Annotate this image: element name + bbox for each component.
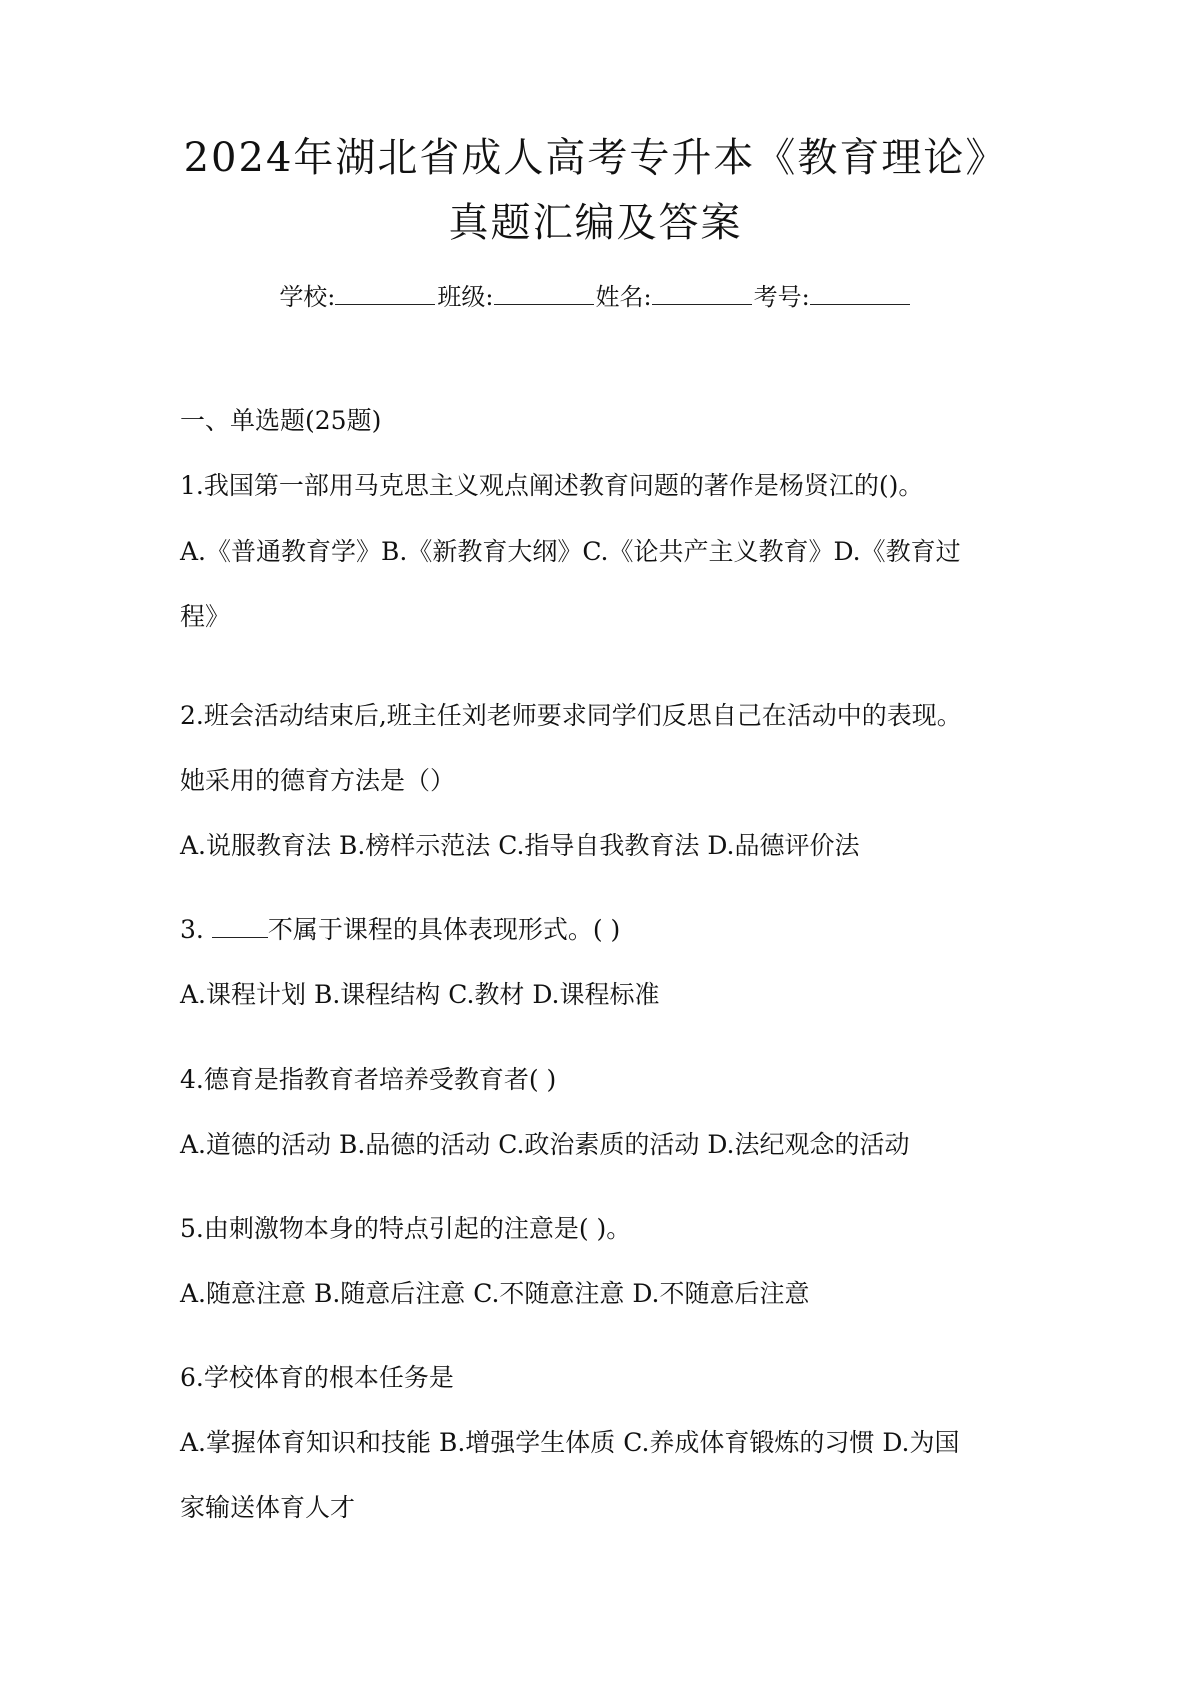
student-info-row: [0, 282, 1191, 312]
name-blank: [652, 282, 752, 305]
class-label: 班级:: [437, 283, 494, 311]
question-3-stem-text: 不属于课程的具体表现形式。( ): [267, 915, 621, 944]
question-4-stem: 4.德育是指教育者培养受教育者( ): [180, 1065, 557, 1094]
question-2-stem: 2.班会活动结束后,班主任刘老师要求同学们反思自己在活动中的表现。: [180, 701, 962, 730]
question-5-stem: 5.由刺激物本身的特点引起的注意是( )。: [180, 1214, 632, 1243]
name-label: 姓名:: [595, 283, 652, 311]
question-6-options-cont: 家输送体育人才: [180, 1493, 356, 1522]
question-1-stem: 1.我国第一部用马克思主义观点阐述教育问题的著作是杨贤江的()。: [180, 471, 924, 500]
section-heading: 一、单选题(25题): [180, 406, 382, 435]
question-1-options-cont: 程》: [180, 602, 231, 631]
exam-number-label: 考号:: [753, 283, 810, 311]
question-3-number: 3.: [180, 915, 204, 944]
question-3-options: A.课程计划 B.课程结构 C.教材 D.课程标准: [180, 980, 660, 1009]
question-1-options: A.《普通教育学》B.《新教育大纲》C.《论共产主义教育》D.《教育过: [180, 537, 961, 566]
question-5-options: A.随意注意 B.随意后注意 C.不随意注意 D.不随意后注意: [180, 1279, 810, 1308]
exam-number-blank: [810, 282, 910, 305]
question-6-stem: 6.学校体育的根本任务是: [180, 1363, 454, 1392]
question-3-stem: [180, 914, 620, 946]
document-title-line1: 2024年湖北省成人高考专升本《教育理论》: [183, 135, 1008, 181]
question-4-options: A.道德的活动 B.品德的活动 C.政治素质的活动 D.法纪观念的活动: [180, 1130, 910, 1159]
school-blank: [335, 282, 435, 305]
class-blank: [494, 282, 594, 305]
school-label: 学校:: [279, 283, 336, 311]
question-2-stem-cont: 她采用的德育方法是（）: [180, 766, 456, 795]
question-3-blank: [212, 915, 268, 938]
question-2-options: A.说服教育法 B.榜样示范法 C.指导自我教育法 D.品德评价法: [180, 831, 860, 860]
question-6-options: A.掌握体育知识和技能 B.增强学生体质 C.养成体育锻炼的习惯 D.为国: [180, 1428, 960, 1457]
document-title-line2: 真题汇编及答案: [448, 200, 743, 246]
